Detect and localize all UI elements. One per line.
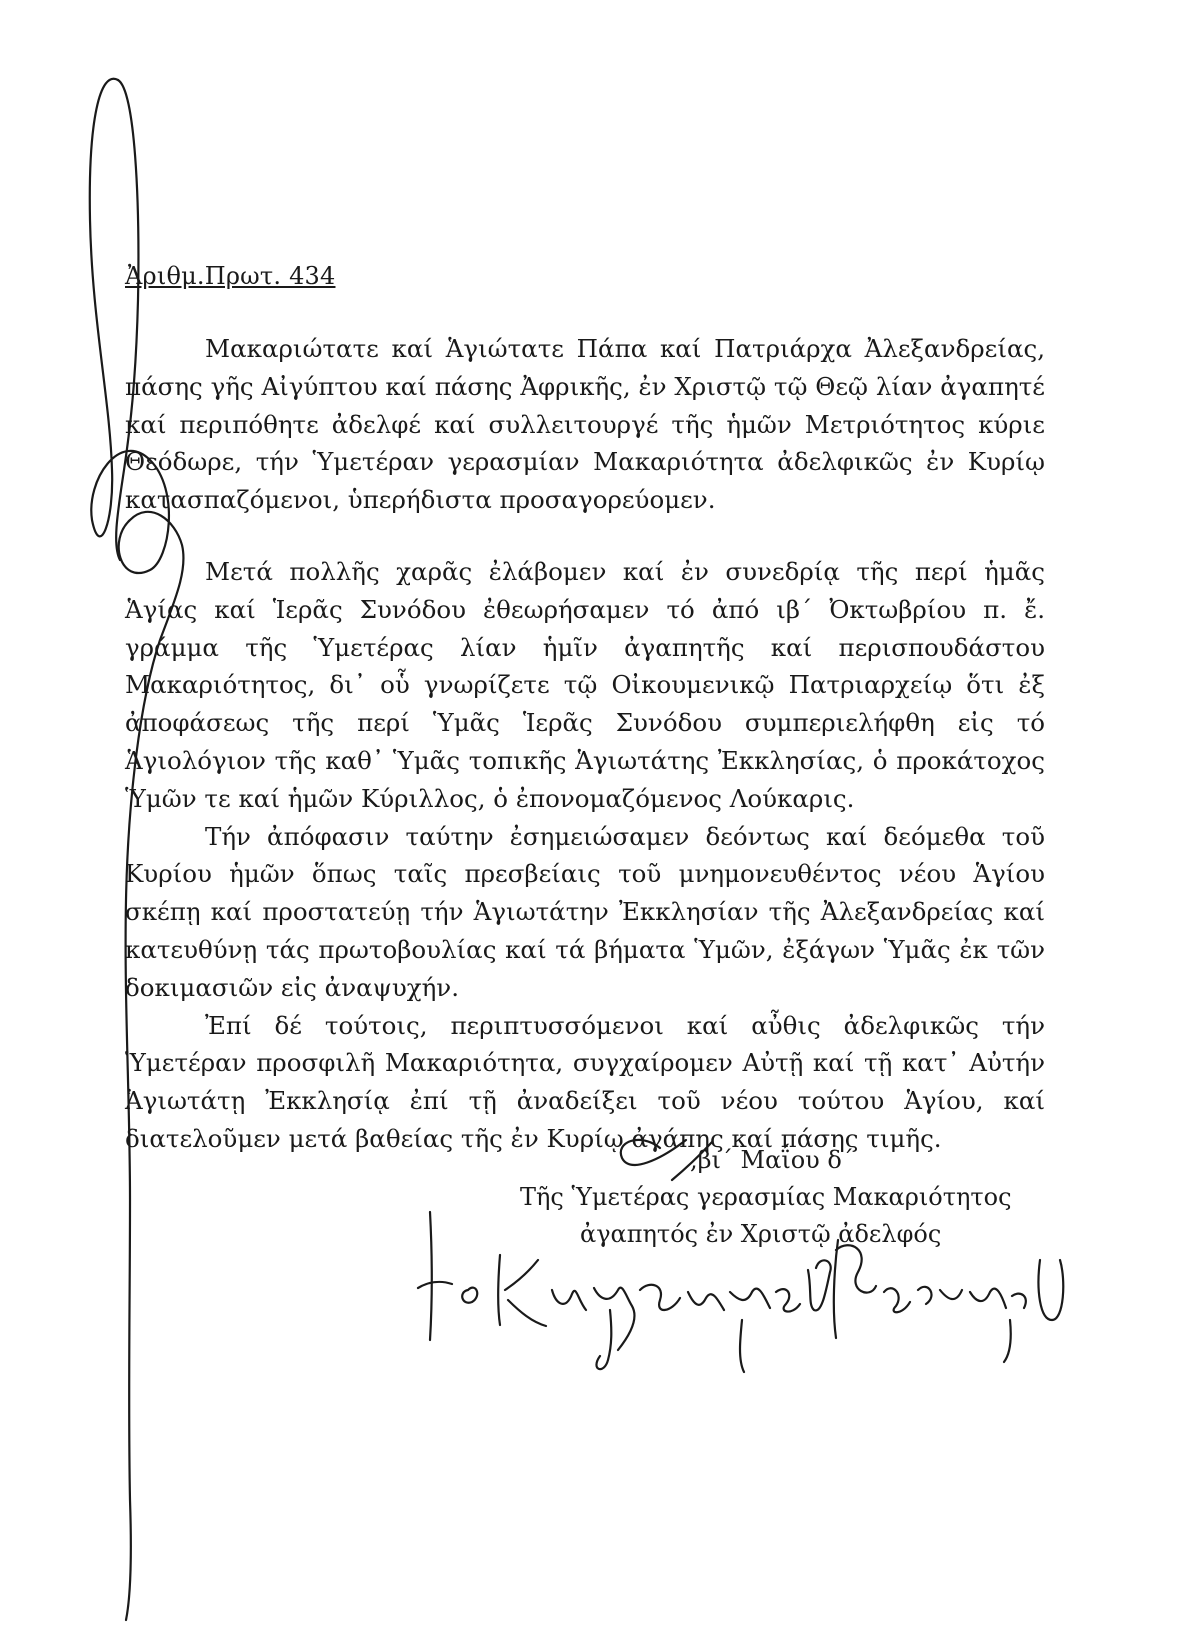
- body-paragraph-3: Ἐπί δέ τούτοις, περιπτυσσόμενοι καί αὖθις ἀδελφικῶς τήν Ὑμετέραν προσφιλῆ Μακαριότητα, συγχαίρομεν Αὐτῇ καί τῇ κατ᾽ Αὐτήν Ἁγιωτάτῃ Ἐκκλησίᾳ ἐπί τῇ ἀναδείξει τοῦ νέου τούτου Ἁγίου, καί διατελοῦμεν μετά βαθείας τῆς ἐν Κυρίῳ ἀγάπης καί πάσης τιμῆς.: [125, 1010, 1045, 1153]
- body-paragraph-1: Μετά πολλῆς χαρᾶς ἐλάβομεν καί ἐν συνεδρίᾳ τῆς περί ἡμᾶς Ἁγίας καί Ἱερᾶς Συνόδου ἐθεωρήσαμεν τό ἀπό ιβ΄ Ὀκτωβρίου π. ἔ. γράμμα τῆς Ὑμετέρας λίαν ἡμῖν ἀγαπητῆς καί περισπουδάστου Μακαριότητος, δι᾽ οὗ γνωρίζετε τῷ Οἰκουμενικῷ Πατριαρχείῳ ὅτι ἐξ ἀποφάσεως τῆς περί Ὑμᾶς Ἱερᾶς Συνόδου συμπεριελήφθη εἰς τό Ἁγιολόγιον τῆς καθ᾽ Ὑμᾶς τοπικῆς Ἁγιωτάτης Ἐκκλησίας, ὁ προκάτοχος Ὑμῶν τε καί ἡμῶν Κύριλλος, ὁ ἐπονομαζόμενος Λούκαρις.: [125, 556, 1045, 813]
- closing-line-2: ἀγαπητός ἐν Χριστῷ ἀδελφός: [580, 1220, 942, 1248]
- body-paragraph-2: Τήν ἀπόφασιν ταύτην ἐσημειώσαμεν δεόντως καί δεόμεθα τοῦ Κυρίου ἡμῶν ὅπως ταῖς πρεσβείαις τοῦ μνημονευθέντος νέου Ἁγίου σκέπῃ καί προστατεύῃ τήν Ἁγιωτάτην Ἐκκλησίαν τῆς Ἀλεξανδρείας καί κατευθύνῃ τάς πρωτοβουλίας καί τά βήματα Ὑμῶν, ἐξάγων Ὑμᾶς ἐκ τῶν δοκιμασιῶν εἰς ἀναψυχήν.: [125, 821, 1045, 1002]
- closing-line-1: Τῆς Ὑμετέρας γερασμίας Μακαριότητος: [520, 1183, 1012, 1211]
- signature-scribble: [462, 1240, 1063, 1350]
- protocol-number: Ἀριθμ.Πρωτ. 434: [125, 262, 336, 290]
- signature-underloops: [596, 1310, 1010, 1372]
- date-flourish: [621, 1140, 712, 1180]
- salutation-paragraph: Μακαριώτατε καί Ἁγιώτατε Πάπα καί Πατριάρχα Ἀλεξανδρείας, πάσης γῆς Αἰγύπτου καί πάσης Ἀφρικῆς, ἐν Χριστῷ τῷ Θεῷ λίαν ἀγαπητέ καί περιπόθητε ἀδελφέ καί συλλειτουργέ τῆς ἡμῶν Μετριότητος κύριε Θεόδωρε, τήν Ὑμετέραν γερασμίαν Μακαριότητα ἀδελφικῶς ἐν Κυρίῳ κατασπαζόμενοι, ὑπερήδιστα προσαγορεύομεν.: [125, 334, 1045, 515]
- margin-flourish-stroke: [116, 80, 138, 560]
- signature-cross: [418, 1212, 452, 1340]
- date-line: ,βι΄ Μαΐου δ΄: [690, 1146, 854, 1174]
